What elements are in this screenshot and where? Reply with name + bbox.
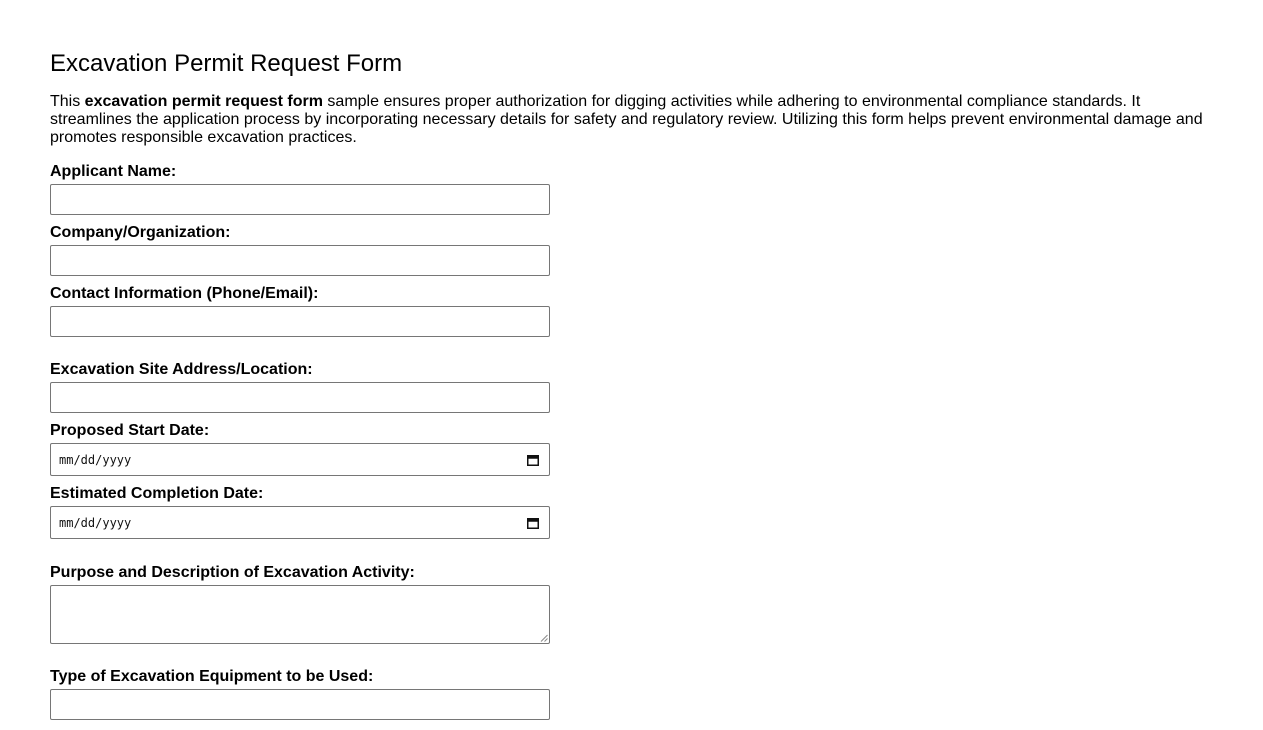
calendar-icon[interactable] [527,454,539,466]
page-title: Excavation Permit Request Form [50,50,403,77]
intro-paragraph [50,93,1215,147]
purpose-label: Purpose and Description of Excavation Activity: [50,564,415,581]
completion-date-label: Estimated Completion Date: [50,485,264,502]
resize-grip-icon[interactable] [540,634,548,642]
intro-prefix: This [50,93,85,110]
completion-date-input[interactable] [50,506,550,539]
intro-suffix: sample ensures proper authorization for digging activities while adhering to environmental compliance standards. It streamlines the application process by incorporating necessary details for safety and regulatory review. Utilizing this form helps prevent environmental damage and promotes responsible excavation practices. [50,93,1203,146]
start-date-label: Proposed Start Date: [50,422,210,439]
equipment-input[interactable] [50,689,550,720]
contact-input[interactable] [50,306,550,337]
contact-label: Contact Information (Phone/Email): [50,285,319,302]
applicant-name-input[interactable] [50,184,550,215]
start-date-input[interactable] [50,443,550,476]
site-address-label: Excavation Site Address/Location: [50,361,313,378]
completion-date-placeholder: mm/dd/yyyy [59,515,132,530]
site-address-input[interactable] [50,382,550,413]
company-label: Company/Organization: [50,224,231,241]
applicant-name-label: Applicant Name: [50,163,177,180]
intro-emphasis: excavation permit request form [84,93,323,110]
company-input[interactable] [50,245,550,276]
purpose-textarea[interactable] [50,585,550,644]
start-date-placeholder: mm/dd/yyyy [59,452,132,467]
calendar-icon[interactable] [527,517,539,529]
equipment-label: Type of Excavation Equipment to be Used: [50,668,374,685]
